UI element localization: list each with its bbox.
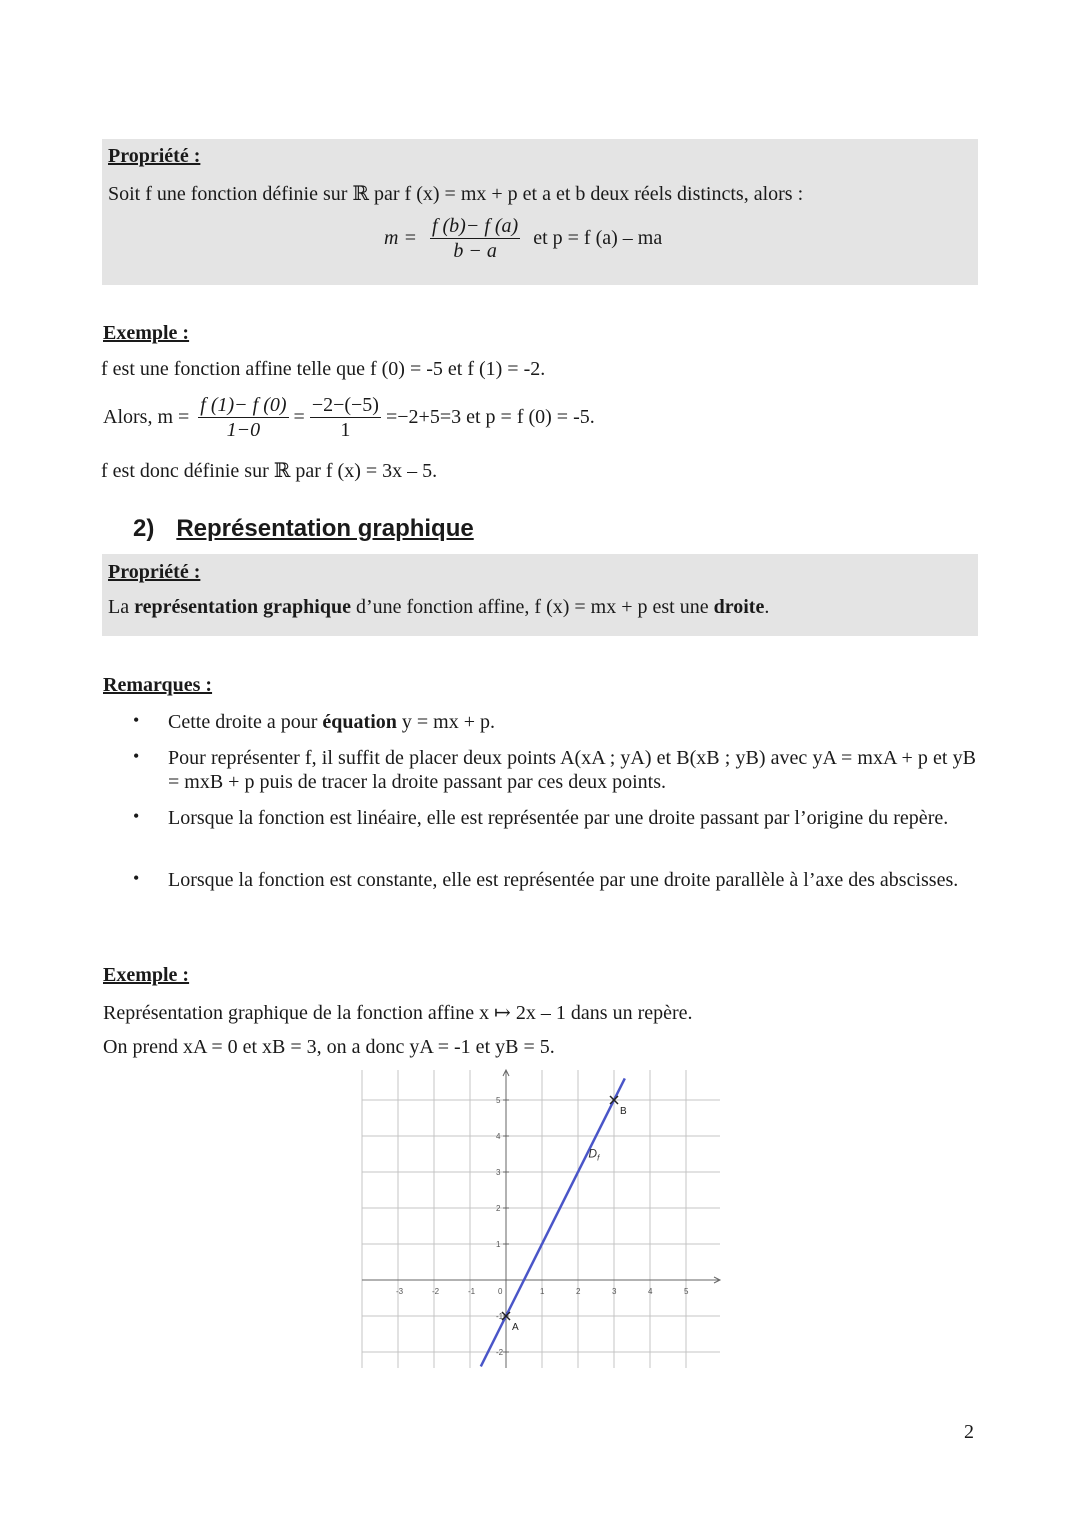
line-label-subscript: f <box>597 1153 600 1163</box>
fraction-1-denominator: 1−0 <box>226 419 261 441</box>
grid <box>362 1070 720 1368</box>
point-label-b: B <box>620 1106 627 1117</box>
x-tick-label: 0 <box>498 1287 503 1296</box>
section-title: Représentation graphique <box>176 515 474 542</box>
remark-item-3: Lorsque la fonction est linéaire, elle est représentée par une droite passant par l’origine du repère. <box>168 807 949 829</box>
formula-m <box>384 214 662 263</box>
example-title: Exemple : <box>103 322 190 344</box>
remark-item-2: Pour représenter f, il suffit de placer deux points A(xA ; yA) et B(xB ; yB) avec yA = mxA + p et yB = mxB + p puis de tracer la droite passant par ces deux points. <box>168 747 976 793</box>
p2-bold-2: droite <box>713 596 765 618</box>
p2-text-3: . <box>764 596 770 618</box>
bullet-icon: • <box>133 806 140 826</box>
fraction-denominator: b − a <box>453 240 497 262</box>
property-2-title: Propriété : <box>108 561 201 583</box>
property-box-1 <box>102 139 978 285</box>
p2-text-2: d’une fonction affine, f (x) = mx + p est une <box>350 596 714 618</box>
example-conclusion: f est donc définie sur ℝ par f (x) = 3x – 5. <box>101 460 438 482</box>
line-label: $D_f$ <box>588 1146 600 1163</box>
point-label-a: A <box>512 1322 519 1333</box>
fraction-2-denominator: 1 <box>340 419 351 441</box>
y-tick-label: 1 <box>496 1240 501 1249</box>
y-tick-label: 3 <box>496 1168 501 1177</box>
fraction-1 <box>198 393 288 442</box>
axes <box>362 1070 720 1368</box>
x-tick-label: -2 <box>432 1287 440 1296</box>
m-label: m = <box>384 227 417 249</box>
remark-1-bold: équation <box>322 711 397 733</box>
bullet-icon: • <box>133 868 140 888</box>
y-tick-label: 5 <box>496 1096 501 1105</box>
page-number: 2 <box>964 1421 974 1443</box>
remarks-title: Remarques : <box>103 674 213 696</box>
plot-layer <box>481 1078 627 1366</box>
x-tick-label: 4 <box>648 1287 653 1296</box>
fraction-numerator: f (b)− f (a) <box>431 215 519 237</box>
fraction-m <box>430 214 520 263</box>
p2-text-1: La <box>108 596 135 618</box>
property-2-statement <box>108 596 769 619</box>
alors-label: Alors, m = <box>103 406 190 428</box>
p2-bold-1: représentation graphique <box>134 596 351 618</box>
example-line-1: f est une fonction affine telle que f (0) = -5 et f (1) = -2. <box>101 358 546 380</box>
remark-item-4: Lorsque la fonction est constante, elle est représentée par une droite parallèle à l’axe des abscisses. <box>168 869 959 891</box>
x-tick-label: 3 <box>612 1287 617 1296</box>
example-2-line-1: Représentation graphique de la fonction affine x ↦ 2x – 1 dans un repère. <box>103 1002 693 1024</box>
affine-function-graph <box>340 1060 740 1380</box>
x-tick-label: 1 <box>540 1287 545 1296</box>
x-tick-label: 2 <box>576 1287 581 1296</box>
x-tick-label: -3 <box>396 1287 404 1296</box>
remark-1-end: y = mx + p. <box>396 711 495 733</box>
bullet-icon: • <box>133 710 140 730</box>
bullet-icon: • <box>133 746 140 766</box>
remark-1-text: Cette droite a pour <box>168 711 323 733</box>
section-number: 2) <box>133 515 155 542</box>
y-tick-label: 2 <box>496 1204 501 1213</box>
property-title: Propriété : <box>108 145 201 167</box>
example-computation <box>103 393 595 442</box>
y-tick-label: -2 <box>496 1348 504 1357</box>
function-line <box>481 1078 625 1366</box>
example-2-line-2: On prend xA = 0 et xB = 3, on a donc yA = -1 et yB = 5. <box>103 1036 555 1058</box>
remark-item-1 <box>168 710 976 734</box>
fraction-2 <box>310 393 381 442</box>
x-tick-label: -1 <box>468 1287 476 1296</box>
computation-rest: =−2+5=3 et p = f (0) = -5. <box>385 406 595 428</box>
y-tick-label: 4 <box>496 1132 501 1141</box>
property-statement: Soit f une fonction définie sur ℝ par f (x) = mx + p et a et b deux réels distincts, alors : <box>108 183 804 205</box>
x-tick-label: 5 <box>684 1287 689 1296</box>
y-tick-label: -1 <box>496 1312 504 1321</box>
formula-p: et p = f (a) – ma <box>533 227 663 249</box>
equals-sign: = <box>293 406 305 428</box>
fraction-2-numerator: −2−(−5) <box>311 394 379 416</box>
section-heading <box>133 515 474 543</box>
example-2-title: Exemple : <box>103 964 190 986</box>
property-box-2 <box>102 554 978 636</box>
fraction-1-numerator: f (1)− f (0) <box>200 394 287 416</box>
